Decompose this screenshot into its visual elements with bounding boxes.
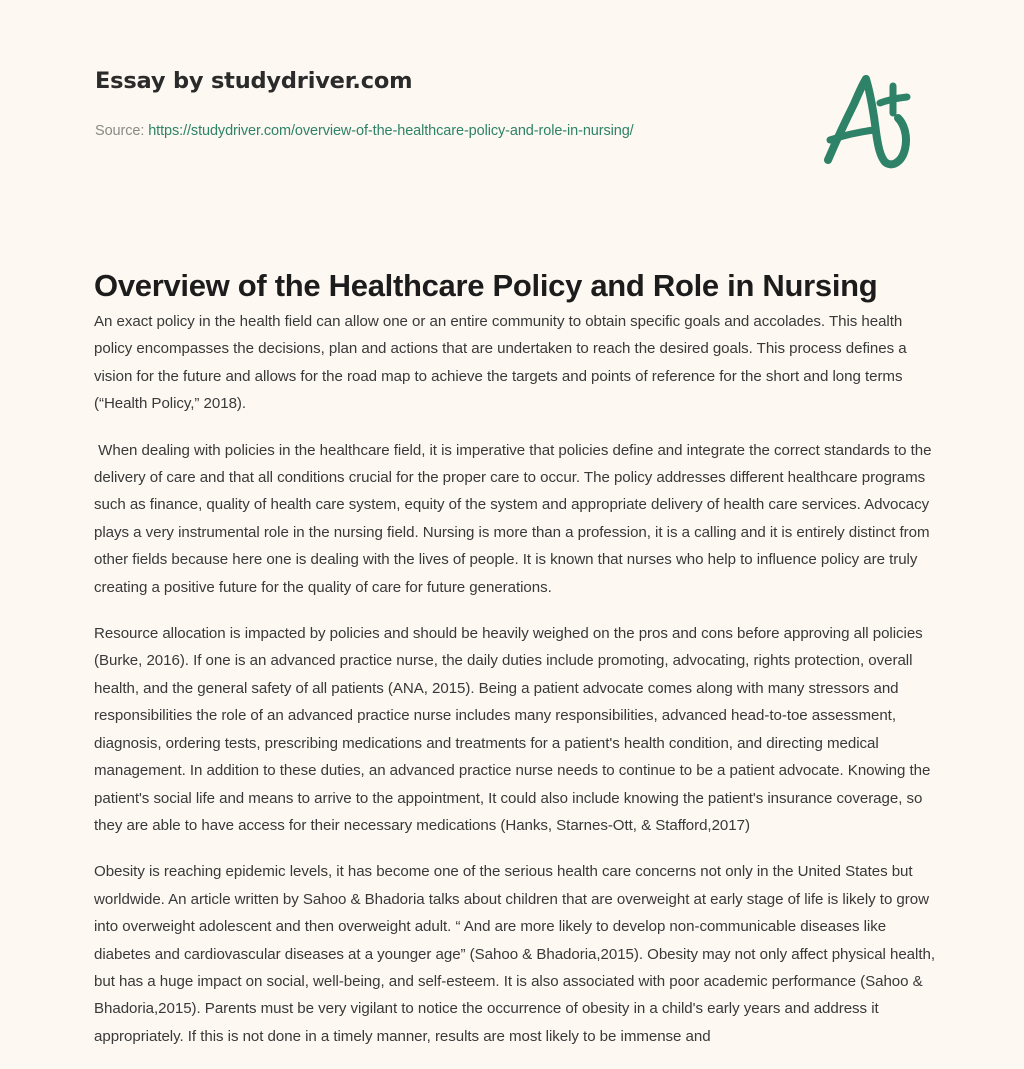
document-body: [94, 308, 940, 1069]
essay-byline: Essay by studydriver.com: [95, 68, 413, 94]
body-paragraph: When dealing with policies in the healthcare field, it is imperative that policies define and integrate the correct standards to the delivery of care and that all conditions crucial for the proper care to occur. The policy addresses different healthcare programs such as finance, quality of health care system, equity of the system and appropriate delivery of health care services. Advocacy plays a very instrumental role in the nursing field. Nursing is more than a profession, it is a calling and it is entirely distinct from other fields because here one is dealing with the lives of people. It is known that nurses who help to influence policy are truly creating a positive future for the quality of care for future generations.: [94, 441, 936, 596]
studydriver-a-plus-logo: [812, 66, 922, 172]
source-line: [95, 123, 634, 139]
source-label: Source:: [95, 123, 149, 139]
body-paragraph: An exact policy in the health field can allow one or an entire community to obtain specific goals and accolades. This health policy encompasses the decisions, plan and actions that are undertaken to reach the desired goals. This process defines a vision for the future and allows for the road map to achieve the targets and points of reference for the short and long terms (“Health Policy,” 2018).: [94, 313, 911, 413]
body-paragraph: Obesity is reaching epidemic levels, it has become one of the serious health care concerns not only in the United States but worldwide. An article written by Sahoo & Bhadoria talks about children that are overweight at early stage of life is likely to grow into overweight adolescent and then overweight adult. “ And are more likely to develop non-communicable diseases like diabetes and cardiovascular diseases at a younger age” (Sahoo & Bhadoria,2015). Obesity may not only affect physical health, but has a huge impact on social, well-being, and self-esteem. It is also associated with poor academic performance (Sahoo & Bhadoria,2015). Parents must be very vigilant to notice the occurrence of obesity in a child's early years and address it appropriately. If this is not done in a timely manner, results are most likely to be immense and: [94, 863, 940, 1045]
page-title: Overview of the Healthcare Policy and Role in Nursing: [94, 267, 878, 303]
a-plus-logo-icon: [812, 66, 922, 172]
body-paragraph: Resource allocation is impacted by policies and should be heavily weighed on the pros and cons before approving all policies (Burke, 2016). If one is an advanced practice nurse, the daily duties include promoting, advocating, rights protection, overall health, and the general safety of all patients (ANA, 2015). Being a patient advocate comes along with many stressors and responsibilities the role of an advanced practice nurse includes many responsibilities, advanced head-to-toe assessment, diagnosis, ordering tests, prescribing medications and treatments for a patient's health condition, and directing medical management. In addition to these duties, an advanced practice nurse needs to continue to be a patient advocate. Knowing the patient's social life and means to arrive to the appointment, It could also include knowing the patient's insurance coverage, so they are able to have access for their necessary medications (Hanks, Starnes-Ott, & Stafford,2017): [94, 625, 935, 834]
source-url-link[interactable]: https://studydriver.com/overview-of-the-healthcare-policy-and-role-in-nursing/: [148, 123, 634, 139]
document-header: [0, 0, 1024, 200]
